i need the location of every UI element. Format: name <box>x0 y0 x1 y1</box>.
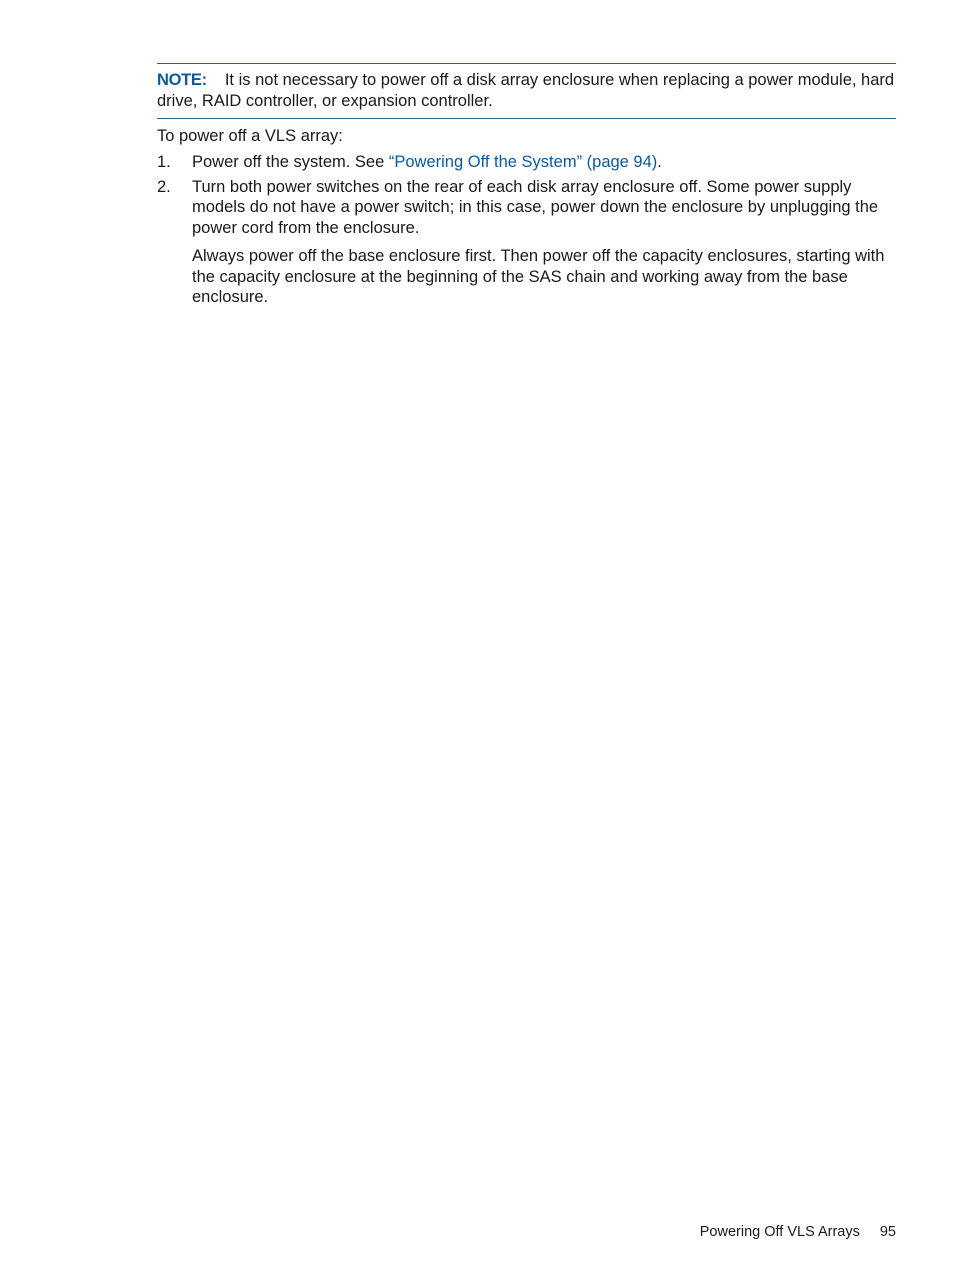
powering-off-system-link[interactable]: “Powering Off the System” (page 94) <box>388 153 658 171</box>
page-footer <box>700 1222 896 1242</box>
page-number: 95 <box>879 1224 896 1240</box>
step-text: Turn both power switches on the rear of each disk array enclosure off. Some power supply models do not have a power switch; in this case, power down the enclosure by unplugging the power cord from the enclosure. <box>192 177 879 237</box>
step-text <box>192 152 896 173</box>
procedure-intro: To power off a VLS array: <box>157 127 343 145</box>
step-followup-text: Always power off the base enclosure first. Then power off the capacity enclosures, starting with the capacity enclosure at the beginning of the SAS chain and working away from the base enclosure. <box>192 247 885 306</box>
step-number: 1. <box>157 153 171 171</box>
note-label: NOTE: <box>157 71 207 89</box>
step-1 <box>157 152 896 173</box>
procedure-steps <box>157 152 896 312</box>
step-number: 2. <box>157 177 171 196</box>
step-text-after: . <box>657 153 662 171</box>
note-box <box>157 63 896 119</box>
step-text-before: Power off the system. See <box>192 153 389 171</box>
step-2 <box>157 177 896 308</box>
note-text: It is not necessary to power off a disk array enclosure when replacing a power module, hard drive, RAID controller, or expansion controller. <box>157 71 895 110</box>
footer-section-title: Powering Off VLS Arrays <box>699 1224 860 1240</box>
